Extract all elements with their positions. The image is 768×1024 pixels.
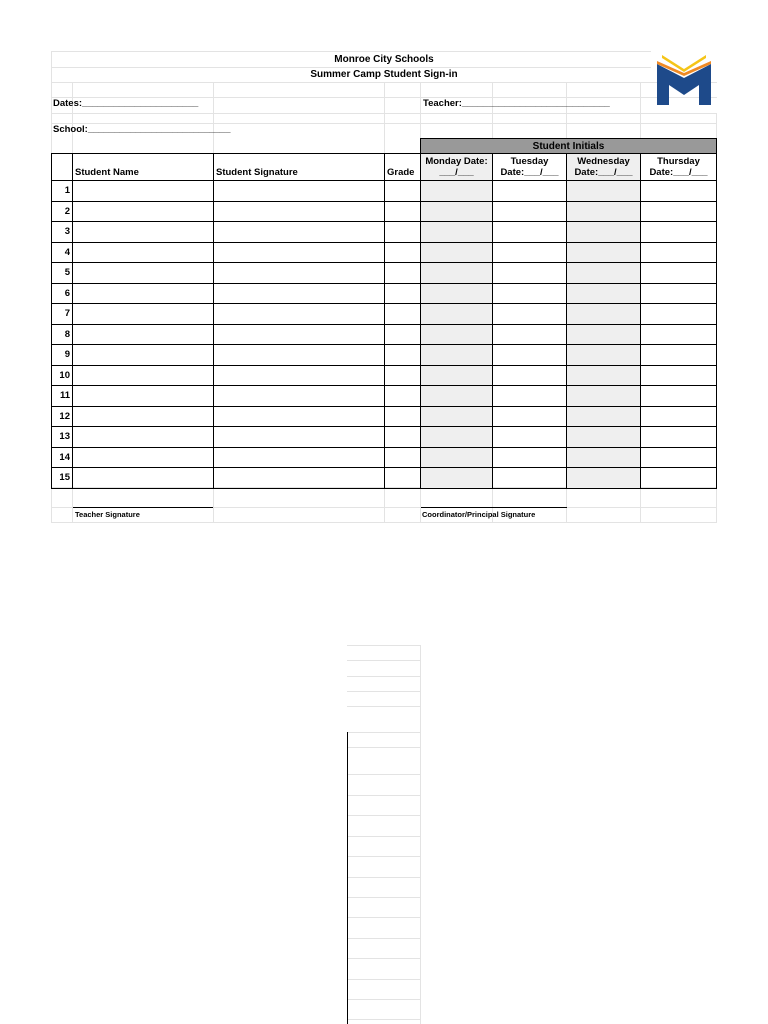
student-signature-cell[interactable] — [214, 263, 385, 284]
monday-initials-cell[interactable] — [421, 427, 493, 448]
tuesday-initials-cell[interactable] — [493, 242, 567, 263]
row-number: 14 — [52, 447, 73, 468]
dates-field: Dates:______________________ — [53, 98, 199, 109]
gridline — [347, 732, 421, 733]
row-number: 15 — [52, 468, 73, 489]
wednesday-initials-cell[interactable] — [567, 283, 641, 304]
student-signature-cell[interactable] — [214, 365, 385, 386]
grade-cell[interactable] — [385, 386, 421, 407]
table-row — [52, 468, 717, 489]
tuesday-date-header: Tuesday Date:___/___ — [493, 154, 567, 181]
gridline — [347, 1019, 421, 1020]
row-number: 12 — [52, 406, 73, 427]
table-row — [52, 201, 717, 222]
gridline — [347, 917, 421, 918]
page-subtitle: Summer Camp Student Sign-in — [310, 69, 458, 80]
wednesday-initials-cell[interactable] — [567, 201, 641, 222]
row-number: 5 — [52, 263, 73, 284]
gridline — [347, 999, 421, 1000]
wednesday-initials-cell[interactable] — [567, 447, 641, 468]
student-name-cell[interactable] — [73, 201, 214, 222]
table-row — [52, 447, 717, 468]
grade-cell[interactable] — [385, 283, 421, 304]
gridline — [347, 706, 421, 707]
monday-initials-cell[interactable] — [421, 406, 493, 427]
tuesday-initials-cell[interactable] — [493, 345, 567, 366]
student-signature-cell[interactable] — [214, 181, 385, 202]
grade-cell[interactable] — [385, 201, 421, 222]
student-signature-cell[interactable] — [214, 222, 385, 243]
teacher-signature-label: Teacher Signature — [75, 510, 140, 519]
table-row — [52, 222, 717, 243]
row-number: 2 — [52, 201, 73, 222]
grade-cell[interactable] — [385, 468, 421, 489]
header-spacer — [214, 139, 385, 154]
thursday-initials-cell[interactable] — [641, 181, 717, 202]
stub-border-right — [420, 645, 421, 1024]
wednesday-initials-cell[interactable] — [567, 242, 641, 263]
thursday-initials-cell[interactable] — [641, 324, 717, 345]
row-number: 4 — [52, 242, 73, 263]
thursday-initials-cell[interactable] — [641, 222, 717, 243]
grade-cell[interactable] — [385, 427, 421, 448]
gridline — [347, 795, 421, 796]
table-row — [52, 345, 717, 366]
student-name-cell[interactable] — [73, 181, 214, 202]
gridline — [347, 897, 421, 898]
gridline — [347, 774, 421, 775]
student-name-cell[interactable] — [73, 304, 214, 325]
thursday-initials-cell[interactable] — [641, 242, 717, 263]
student-signature-cell[interactable] — [214, 345, 385, 366]
tuesday-initials-cell[interactable] — [493, 365, 567, 386]
table-row — [52, 263, 717, 284]
wednesday-initials-cell[interactable] — [567, 365, 641, 386]
student-signature-cell[interactable] — [214, 386, 385, 407]
monday-initials-cell[interactable] — [421, 365, 493, 386]
grade-cell[interactable] — [385, 447, 421, 468]
student-name-cell[interactable] — [73, 263, 214, 284]
wednesday-initials-cell[interactable] — [567, 304, 641, 325]
tuesday-initials-cell[interactable] — [493, 468, 567, 489]
tuesday-initials-cell[interactable] — [493, 427, 567, 448]
student-name-cell[interactable] — [73, 386, 214, 407]
header-spacer — [385, 139, 421, 154]
wednesday-initials-cell[interactable] — [567, 181, 641, 202]
grade-cell[interactable] — [385, 263, 421, 284]
student-signature-cell[interactable] — [214, 304, 385, 325]
student-signature-cell[interactable] — [214, 283, 385, 304]
thursday-initials-cell[interactable] — [641, 427, 717, 448]
thursday-initials-cell[interactable] — [641, 345, 717, 366]
student-signature-cell[interactable] — [214, 406, 385, 427]
student-name-cell[interactable] — [73, 365, 214, 386]
grade-header: Grade — [385, 154, 421, 181]
grade-cell[interactable] — [385, 365, 421, 386]
stub-border-left — [347, 732, 348, 1024]
monday-initials-cell[interactable] — [421, 263, 493, 284]
row-number: 9 — [52, 345, 73, 366]
book-pages-yellow — [662, 55, 706, 72]
student-signature-cell[interactable] — [214, 427, 385, 448]
school-field: School:___________________________ — [53, 124, 231, 135]
student-name-cell[interactable] — [73, 324, 214, 345]
row-number: 7 — [52, 304, 73, 325]
tuesday-initials-cell[interactable] — [493, 324, 567, 345]
table-row — [52, 181, 717, 202]
table-row — [52, 304, 717, 325]
student-name-cell[interactable] — [73, 468, 214, 489]
grade-cell[interactable] — [385, 324, 421, 345]
student-signature-cell[interactable] — [214, 242, 385, 263]
grade-cell[interactable] — [385, 304, 421, 325]
gridline — [347, 836, 421, 837]
student-name-cell[interactable] — [73, 345, 214, 366]
gridline — [347, 877, 421, 878]
second-page-stub — [347, 645, 421, 1024]
row-number: 8 — [52, 324, 73, 345]
table-row — [52, 386, 717, 407]
header-spacer — [73, 139, 214, 154]
student-signature-header: Student Signature — [214, 154, 385, 181]
teacher-field: Teacher:____________________________ — [423, 98, 610, 109]
student-signature-cell[interactable] — [214, 201, 385, 222]
monday-initials-cell[interactable] — [421, 468, 493, 489]
grade-cell[interactable] — [385, 345, 421, 366]
student-name-cell[interactable] — [73, 406, 214, 427]
student-signature-cell[interactable] — [214, 468, 385, 489]
gridline — [347, 660, 421, 661]
corner-cell — [52, 139, 73, 154]
monday-initials-cell[interactable] — [421, 386, 493, 407]
table-row — [52, 427, 717, 448]
student-name-cell[interactable] — [73, 242, 214, 263]
thursday-initials-cell[interactable] — [641, 386, 717, 407]
tuesday-initials-cell[interactable] — [493, 304, 567, 325]
student-rows — [52, 181, 717, 489]
student-signature-cell[interactable] — [214, 447, 385, 468]
student-name-cell[interactable] — [73, 222, 214, 243]
gridline — [347, 747, 421, 748]
thursday-initials-cell[interactable] — [641, 365, 717, 386]
wednesday-initials-cell[interactable] — [567, 345, 641, 366]
coordinator-signature-line — [421, 507, 567, 508]
tuesday-initials-cell[interactable] — [493, 386, 567, 407]
row-number: 13 — [52, 427, 73, 448]
thursday-date-header: Thursday Date:___/___ — [641, 154, 717, 181]
group-header-row — [52, 139, 717, 154]
student-name-cell[interactable] — [73, 283, 214, 304]
monday-initials-cell[interactable] — [421, 201, 493, 222]
gridline — [347, 691, 421, 692]
thursday-initials-cell[interactable] — [641, 263, 717, 284]
row-number: 11 — [52, 386, 73, 407]
grade-cell[interactable] — [385, 222, 421, 243]
thursday-initials-cell[interactable] — [641, 304, 717, 325]
monday-initials-cell[interactable] — [421, 222, 493, 243]
table-row — [52, 406, 717, 427]
thursday-initials-cell[interactable] — [641, 468, 717, 489]
student-name-cell[interactable] — [73, 447, 214, 468]
grade-cell[interactable] — [385, 242, 421, 263]
monday-initials-cell[interactable] — [421, 345, 493, 366]
gridline — [347, 815, 421, 816]
thursday-initials-cell[interactable] — [641, 447, 717, 468]
tuesday-initials-cell[interactable] — [493, 263, 567, 284]
wednesday-initials-cell[interactable] — [567, 427, 641, 448]
row-number: 10 — [52, 365, 73, 386]
student-name-header: Student Name — [73, 154, 214, 181]
monday-initials-cell[interactable] — [421, 324, 493, 345]
monroe-m-book-logo — [654, 52, 714, 108]
tuesday-initials-cell[interactable] — [493, 406, 567, 427]
gridline — [347, 979, 421, 980]
table-row — [52, 283, 717, 304]
wednesday-initials-cell[interactable] — [567, 222, 641, 243]
student-initials-header: Student Initials — [421, 139, 717, 154]
student-name-cell[interactable] — [73, 427, 214, 448]
tuesday-initials-cell[interactable] — [493, 181, 567, 202]
coordinator-signature-label: Coordinator/Principal Signature — [422, 510, 536, 519]
tuesday-initials-cell[interactable] — [493, 201, 567, 222]
gridline — [347, 938, 421, 939]
thursday-initials-cell[interactable] — [641, 201, 717, 222]
gridline — [347, 676, 421, 677]
table-row — [52, 365, 717, 386]
gridline — [347, 856, 421, 857]
monday-initials-cell[interactable] — [421, 242, 493, 263]
sign-in-table — [51, 138, 717, 489]
grade-cell[interactable] — [385, 406, 421, 427]
gridline — [347, 645, 421, 646]
row-number: 1 — [52, 181, 73, 202]
thursday-initials-cell[interactable] — [641, 283, 717, 304]
grade-cell[interactable] — [385, 181, 421, 202]
row-number: 6 — [52, 283, 73, 304]
wednesday-initials-cell[interactable] — [567, 406, 641, 427]
gridline — [347, 958, 421, 959]
wednesday-date-header: Wednesday Date:___/___ — [567, 154, 641, 181]
page-title: Monroe City Schools — [334, 54, 434, 65]
wednesday-initials-cell[interactable] — [567, 324, 641, 345]
teacher-signature-line — [73, 507, 213, 508]
tuesday-initials-cell[interactable] — [493, 447, 567, 468]
monday-initials-cell[interactable] — [421, 304, 493, 325]
monday-initials-cell[interactable] — [421, 283, 493, 304]
tuesday-initials-cell[interactable] — [493, 283, 567, 304]
monday-date-header: Monday Date: ___/___ — [421, 154, 493, 181]
table-row — [52, 242, 717, 263]
wednesday-initials-cell[interactable] — [567, 263, 641, 284]
row-number-header — [52, 154, 73, 181]
monday-initials-cell[interactable] — [421, 181, 493, 202]
table-row — [52, 324, 717, 345]
row-number: 3 — [52, 222, 73, 243]
wednesday-initials-cell[interactable] — [567, 468, 641, 489]
thursday-initials-cell[interactable] — [641, 406, 717, 427]
column-header-row — [52, 154, 717, 181]
student-signature-cell[interactable] — [214, 324, 385, 345]
monday-initials-cell[interactable] — [421, 447, 493, 468]
wednesday-initials-cell[interactable] — [567, 386, 641, 407]
tuesday-initials-cell[interactable] — [493, 222, 567, 243]
